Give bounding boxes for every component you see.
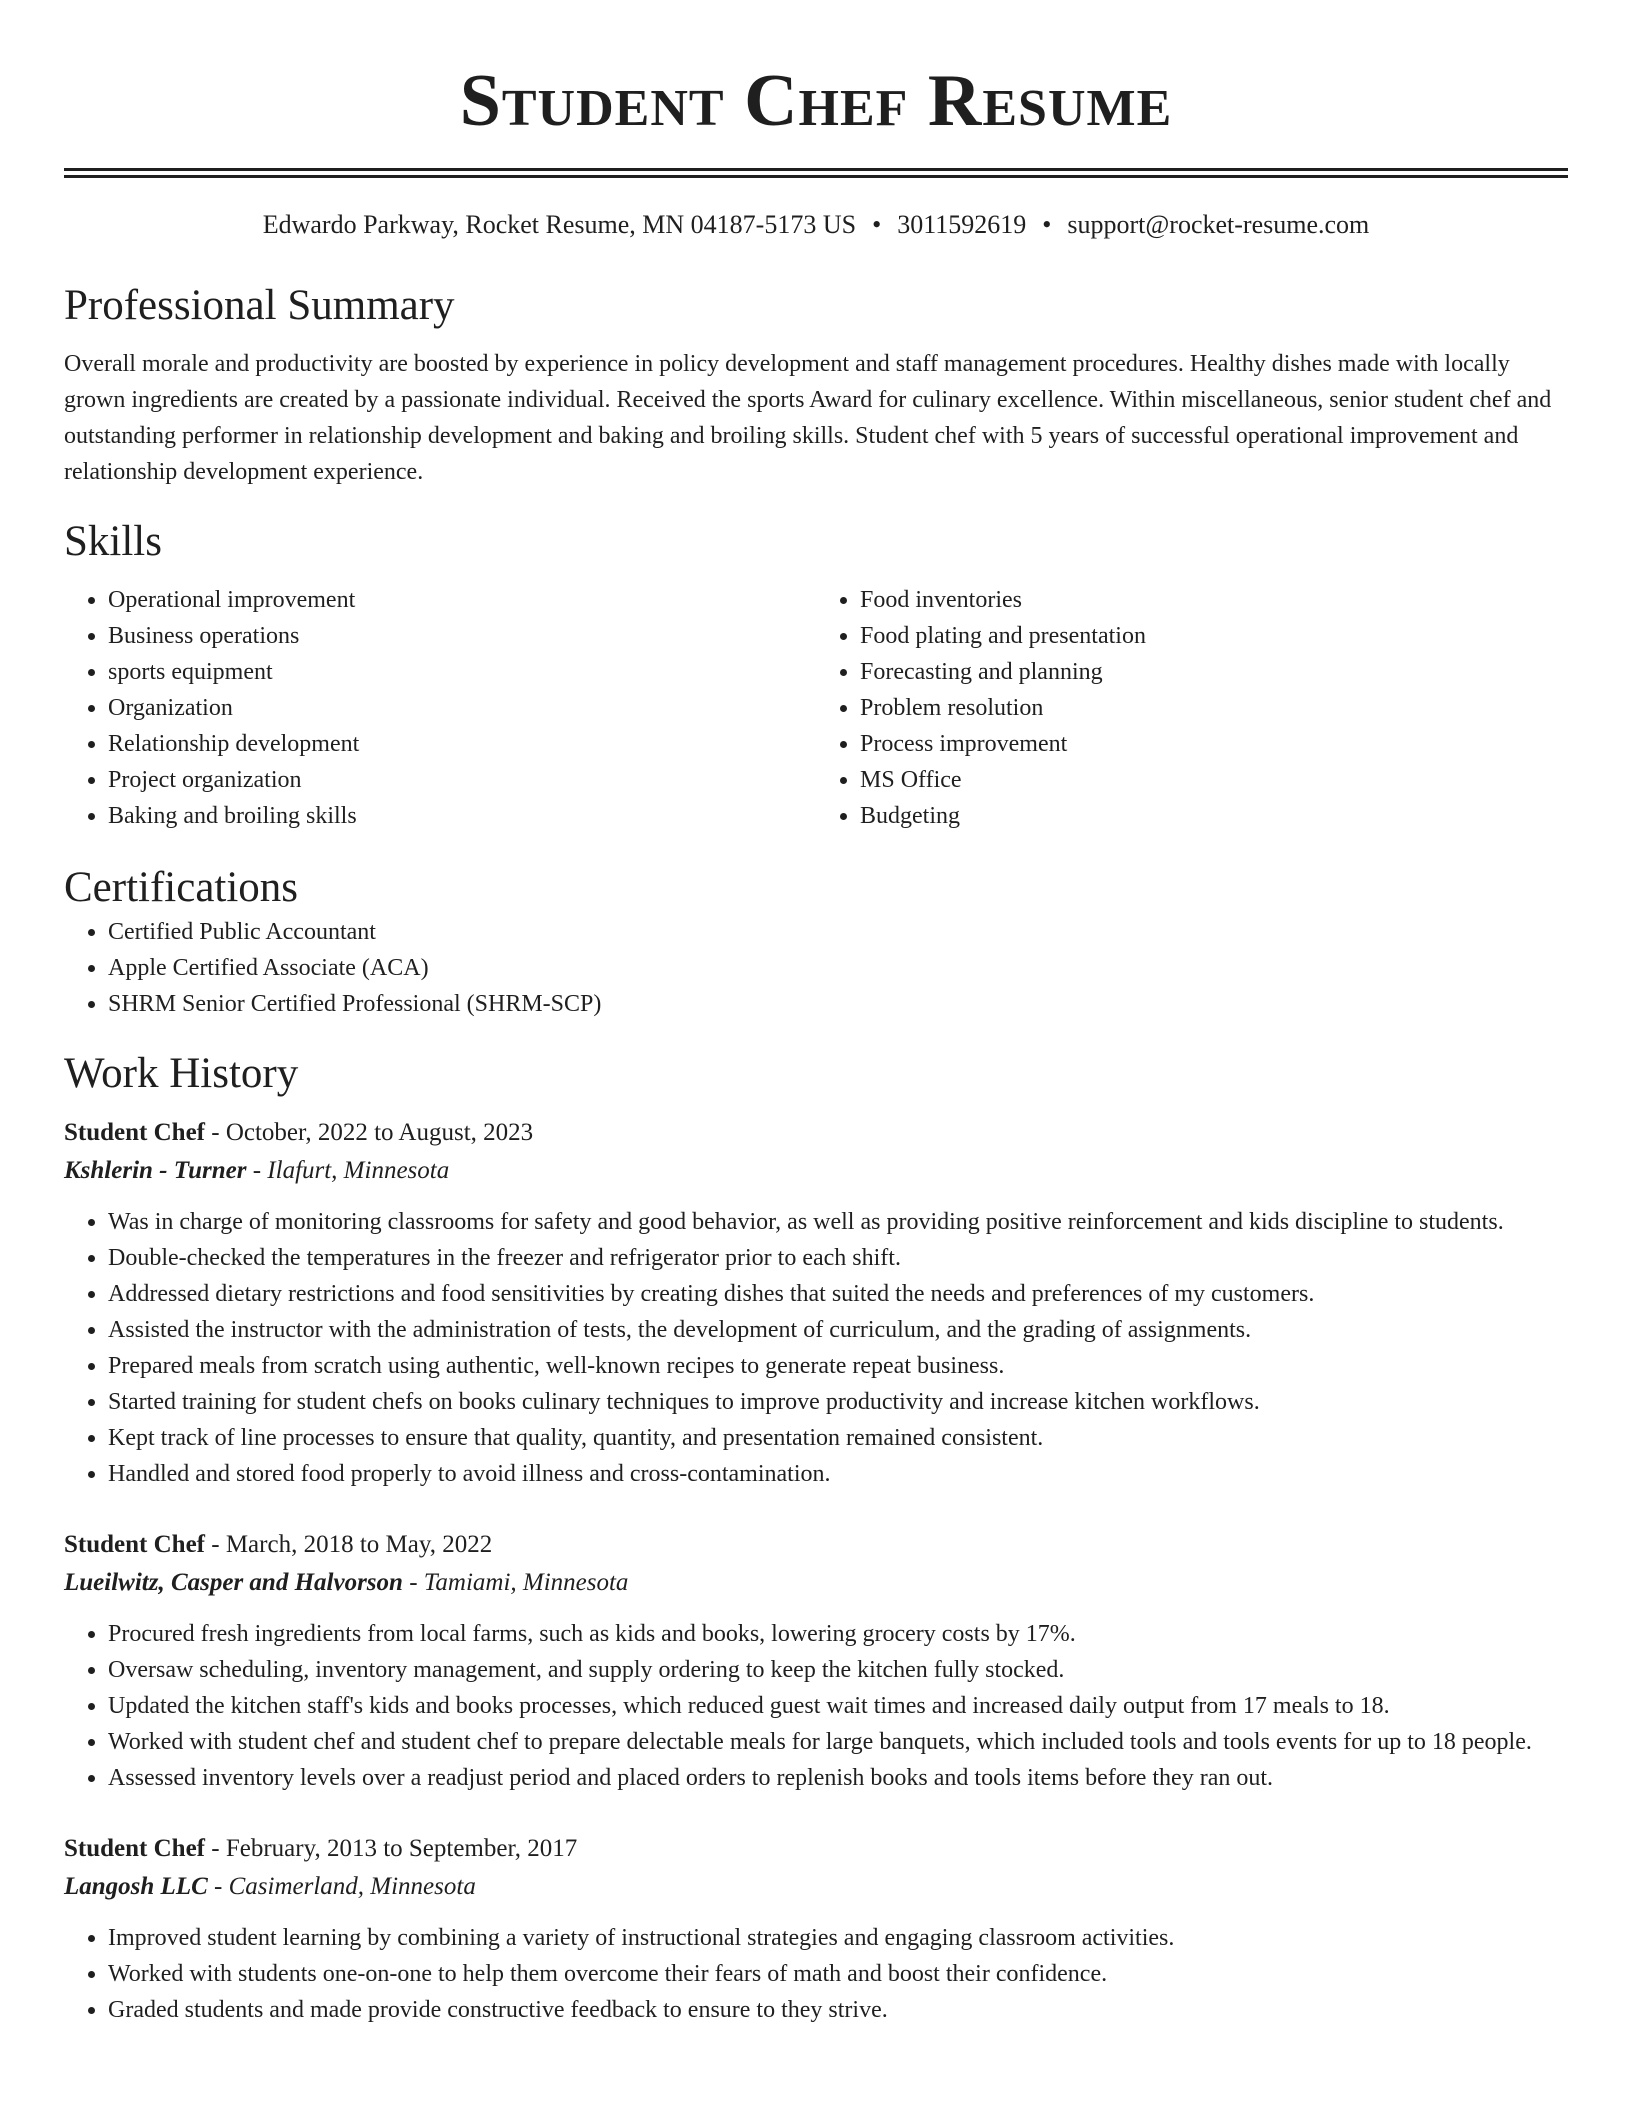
job-duty: • Assessed inventory levels over a readjust period and placed orders to replenish books and tools items before they ran out.	[108, 1760, 1568, 1796]
job-entry	[64, 1526, 1568, 1796]
job-company: Langosh LLC	[64, 1873, 208, 1900]
contact-email[interactable]: support@rocket-resume.com	[1067, 210, 1370, 239]
certification-item: • Apple Certified Associate (ACA)	[108, 950, 1568, 986]
skills-right-list	[816, 582, 1568, 834]
resume-title: Student Chef Resume	[459, 60, 1173, 142]
job-role: Student Chef	[64, 1835, 205, 1862]
contact-phone: 3011592619	[897, 210, 1027, 239]
job-entry	[64, 1830, 1568, 2028]
job-title-line	[64, 1526, 1568, 1564]
job-company-line	[64, 1868, 1568, 1906]
skill-item: • Food inventories	[860, 582, 1568, 618]
job-duty: • Improved student learning by combining a variety of instructional strategies and engaging classroom activities.	[108, 1920, 1568, 1956]
job-duty: • Assisted the instructor with the administration of tests, the development of curriculum, and the grading of assignments.	[108, 1312, 1568, 1348]
skills-left-list	[64, 582, 816, 834]
skill-item: • Budgeting	[860, 798, 1568, 834]
job-duty: • Started training for student chefs on books culinary techniques to improve productivity and increase kitchen workflows.	[108, 1384, 1568, 1420]
skills-heading: Skills	[64, 518, 162, 565]
job-duty: • Graded students and made provide constructive feedback to ensure to they strive.	[108, 1992, 1568, 2028]
job-duties-list	[64, 1920, 1568, 2028]
job-duty: • Handled and stored food properly to avoid illness and cross-contamination.	[108, 1456, 1568, 1492]
job-entry	[64, 1114, 1568, 1492]
certifications-heading: Certifications	[64, 864, 299, 911]
job-location: - Ilafurt, Minnesota	[246, 1157, 450, 1184]
contact-address: Edwardo Parkway, Rocket Resume, MN 04187-5173 US	[262, 210, 857, 239]
skill-item: • Baking and broiling skills	[108, 798, 816, 834]
skill-item: • MS Office	[860, 762, 1568, 798]
work-history-heading: Work History	[64, 1050, 299, 1097]
contact-separator: •	[1042, 210, 1052, 239]
job-title-line	[64, 1830, 1568, 1868]
job-duty: • Addressed dietary restrictions and food sensitivities by creating dishes that suited the needs and preferences of my customers.	[108, 1276, 1568, 1312]
job-company: Lueilwitz, Casper and Halvorson	[64, 1569, 403, 1596]
job-role: Student Chef	[64, 1531, 205, 1558]
job-duty: • Kept track of line processes to ensure that quality, quantity, and presentation remained consistent.	[108, 1420, 1568, 1456]
job-dates: - February, 2013 to September, 2017	[205, 1835, 578, 1862]
job-location: - Tamiami, Minnesota	[402, 1569, 629, 1596]
job-duty: • Worked with student chef and student chef to prepare delectable meals for large banquets, which included tools and tools events for up to 18 people.	[108, 1724, 1568, 1760]
skill-item: • sports equipment	[108, 654, 816, 690]
skill-item: • Relationship development	[108, 726, 816, 762]
contact-line	[64, 210, 1568, 240]
job-location: - Casimerland, Minnesota	[207, 1873, 476, 1900]
job-duty: • Double-checked the temperatures in the freezer and refrigerator prior to each shift.	[108, 1240, 1568, 1276]
skill-item: • Organization	[108, 690, 816, 726]
job-dates: - October, 2022 to August, 2023	[205, 1119, 534, 1146]
skill-item: • Operational improvement	[108, 582, 816, 618]
job-duty: • Prepared meals from scratch using authentic, well-known recipes to generate repeat business.	[108, 1348, 1568, 1384]
skills-columns	[64, 582, 1568, 834]
job-duties-list	[64, 1616, 1568, 1796]
certification-item: • Certified Public Accountant	[108, 914, 1568, 950]
certification-item: • SHRM Senior Certified Professional (SHRM-SCP)	[108, 986, 1568, 1022]
resume-page	[64, 0, 1568, 2028]
job-duty: • Was in charge of monitoring classrooms for safety and good behavior, as well as providing positive reinforcement and kids discipline to students.	[108, 1204, 1568, 1240]
job-title-line	[64, 1114, 1568, 1152]
job-duty: • Worked with students one-on-one to help them overcome their fears of math and boost their confidence.	[108, 1956, 1568, 1992]
skill-item: • Problem resolution	[860, 690, 1568, 726]
contact-separator: •	[872, 210, 882, 239]
certifications-list	[64, 914, 1568, 1022]
job-company: Kshlerin - Turner	[64, 1157, 247, 1184]
job-company-line	[64, 1564, 1568, 1602]
job-duty: • Updated the kitchen staff's kids and books processes, which reduced guest wait times and increased daily output from 17 meals to 18.	[108, 1688, 1568, 1724]
job-company-line	[64, 1152, 1568, 1190]
skill-item: • Forecasting and planning	[860, 654, 1568, 690]
job-role: Student Chef	[64, 1119, 205, 1146]
job-dates: - March, 2018 to May, 2022	[205, 1531, 493, 1558]
job-duty: • Procured fresh ingredients from local farms, such as kids and books, lowering grocery costs by 17%.	[108, 1616, 1568, 1652]
skill-item: • Business operations	[108, 618, 816, 654]
job-duties-list	[64, 1204, 1568, 1492]
summary-text: Overall morale and productivity are boosted by experience in policy development and staff management procedures. Healthy dishes made with locally grown ingredients are created by a passionate individual. Received the sports Award for culinary excellence. Within miscellaneous, senior student chef and outstanding performer in relationship development and baking and broiling skills. Student chef with 5 years of successful operational improvement and relationship development experience.	[64, 351, 1552, 485]
summary-heading: Professional Summary	[64, 282, 455, 329]
skill-item: • Process improvement	[860, 726, 1568, 762]
skill-item: • Project organization	[108, 762, 816, 798]
job-duty: • Oversaw scheduling, inventory management, and supply ordering to keep the kitchen fully stocked.	[108, 1652, 1568, 1688]
title-double-rule	[64, 168, 1568, 178]
skill-item: • Food plating and presentation	[860, 618, 1568, 654]
